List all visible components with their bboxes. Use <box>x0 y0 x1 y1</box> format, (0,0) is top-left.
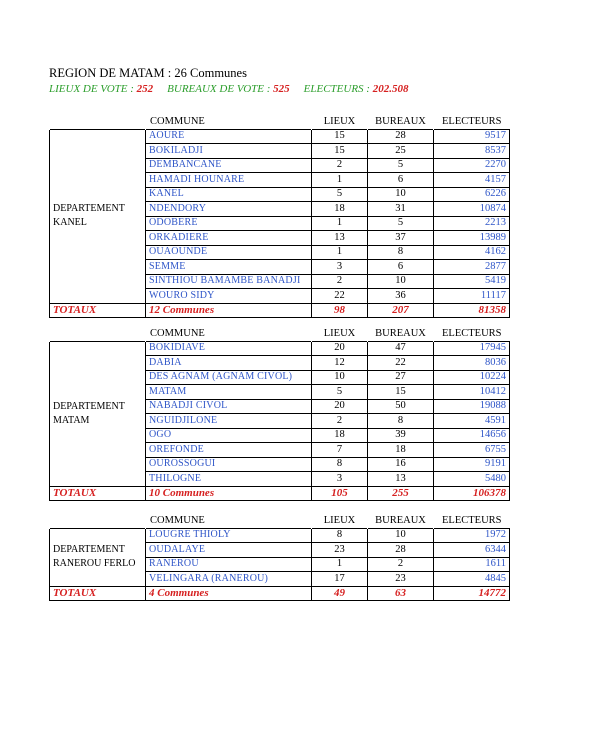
lieux-value: 8 <box>312 457 368 472</box>
region-summary <box>49 83 408 95</box>
lieux-value: 7 <box>312 443 368 458</box>
bureaux-value: 8 <box>368 414 434 429</box>
electeurs-value: 5480 <box>434 472 510 487</box>
table-row <box>50 528 510 543</box>
totals-bureaux: 255 <box>368 486 434 501</box>
commune-name: DEMBANCANE <box>146 158 312 173</box>
department-name <box>50 528 146 586</box>
electeurs-value: 4162 <box>434 245 510 260</box>
totals-communes: 4 Communes <box>146 586 312 601</box>
bureaux-value: 27 <box>368 370 434 385</box>
commune-name: MATAM <box>146 385 312 400</box>
table-header-row <box>50 327 510 341</box>
bureaux-value: 10 <box>368 274 434 289</box>
lieux-value: 20 <box>312 399 368 414</box>
commune-name: VELINGARA (RANEROU) <box>146 572 312 587</box>
page-title: REGION DE MATAM : 26 Communes <box>49 66 247 80</box>
column-header-bureaux: BUREAUX <box>375 327 426 339</box>
bureaux-value: 6 <box>368 173 434 188</box>
commune-name: SINTHIOU BAMAMBE BANADJI <box>146 274 312 289</box>
lieux-value: 3 <box>312 260 368 275</box>
column-header-commune: COMMUNE <box>150 514 205 526</box>
electeurs-value: 13989 <box>434 231 510 246</box>
lieux-value: 18 <box>312 202 368 217</box>
bureaux-value: 28 <box>368 129 434 144</box>
totals-electeurs: 106378 <box>434 486 510 501</box>
bureaux-value: 525 <box>273 83 290 95</box>
electeurs-value: 4591 <box>434 414 510 429</box>
commune-name: NABADJI CIVOL <box>146 399 312 414</box>
bureaux-value: 36 <box>368 289 434 304</box>
column-header-bureaux: BUREAUX <box>375 514 426 526</box>
department-name-line2: RANEROU FERLO <box>53 558 136 569</box>
bureaux-value: 6 <box>368 260 434 275</box>
bureaux-value: 5 <box>368 158 434 173</box>
commune-name: OUDALAYE <box>146 543 312 558</box>
commune-name: OGO <box>146 428 312 443</box>
bureaux-value: 16 <box>368 457 434 472</box>
bureaux-value: 37 <box>368 231 434 246</box>
commune-name: RANEROU <box>146 557 312 572</box>
electeurs-value: 1972 <box>434 528 510 543</box>
totals-label: TOTAUX <box>50 303 146 318</box>
commune-name: BOKIDIAVE <box>146 341 312 356</box>
lieux-value: 13 <box>312 231 368 246</box>
commune-name: BOKILADJI <box>146 144 312 159</box>
lieux-value: 17 <box>312 572 368 587</box>
bureaux-value: 47 <box>368 341 434 356</box>
lieux-value: 8 <box>312 528 368 543</box>
bureaux-value: 13 <box>368 472 434 487</box>
totals-lieux: 105 <box>312 486 368 501</box>
column-header-lieux: LIEUX <box>323 115 356 127</box>
totals-communes: 10 Communes <box>146 486 312 501</box>
electeurs-value: 9517 <box>434 129 510 144</box>
header-spacer <box>50 115 146 129</box>
table-row <box>50 341 510 356</box>
department-name-line2: MATAM <box>53 414 90 426</box>
department-table <box>49 514 510 601</box>
commune-name: WOURO SIDY <box>146 289 312 304</box>
totals-row <box>50 303 510 318</box>
electeurs-value: 10874 <box>434 202 510 217</box>
bureaux-value: 8 <box>368 245 434 260</box>
commune-name: HAMADI HOUNARE <box>146 173 312 188</box>
department-name-line2: KANEL <box>53 217 87 228</box>
electeurs-value: 2213 <box>434 216 510 231</box>
electeurs-value: 2270 <box>434 158 510 173</box>
totals-row <box>50 586 510 601</box>
commune-name: OUAOUNDE <box>146 245 312 260</box>
commune-name: SEMME <box>146 260 312 275</box>
column-header-commune: COMMUNE <box>150 115 205 127</box>
electeurs-value: 6226 <box>434 187 510 202</box>
column-header-electeurs: ELECTEURS <box>442 327 502 339</box>
bureaux-value: 15 <box>368 385 434 400</box>
lieux-value: 2 <box>312 414 368 429</box>
totals-label: TOTAUX <box>50 486 146 501</box>
electeurs-value: 1611 <box>434 557 510 572</box>
electeurs-value: 2877 <box>434 260 510 275</box>
department-name <box>50 129 146 303</box>
commune-name: DES AGNAM (AGNAM CIVOL) <box>146 370 312 385</box>
commune-name: NGUIDJILONE <box>146 414 312 429</box>
totals-bureaux: 63 <box>368 586 434 601</box>
lieux-value: 2 <box>312 274 368 289</box>
lieux-value: 252 <box>136 83 154 95</box>
table-header-row <box>50 514 510 528</box>
lieux-value: 10 <box>312 370 368 385</box>
electeurs-value: 14656 <box>434 428 510 443</box>
totals-electeurs: 14772 <box>434 586 510 601</box>
lieux-value: 1 <box>312 173 368 188</box>
commune-name: THILOGNE <box>146 472 312 487</box>
lieux-value: 22 <box>312 289 368 304</box>
column-header-lieux: LIEUX <box>323 327 356 339</box>
bureaux-value: 31 <box>368 202 434 217</box>
lieux-value: 3 <box>312 472 368 487</box>
totals-lieux: 98 <box>312 303 368 318</box>
electeurs-value: 8537 <box>434 144 510 159</box>
commune-name: AOURE <box>146 129 312 144</box>
lieux-value: 5 <box>312 187 368 202</box>
electeurs-value: 4157 <box>434 173 510 188</box>
electeurs-label: ELECTEURS : <box>303 83 373 95</box>
column-header-electeurs: ELECTEURS <box>442 115 502 127</box>
electeurs-value: 17945 <box>434 341 510 356</box>
commune-name: LOUGRE THIOLY <box>146 528 312 543</box>
lieux-value: 1 <box>312 216 368 231</box>
commune-name: KANEL <box>146 187 312 202</box>
commune-name: ORKADIERE <box>146 231 312 246</box>
commune-name: OUROSSOGUI <box>146 457 312 472</box>
department-name-line1: DEPARTEMENT <box>53 203 125 214</box>
lieux-value: 2 <box>312 158 368 173</box>
totals-label: TOTAUX <box>50 586 146 601</box>
header-spacer <box>50 327 146 341</box>
electeurs-value: 10412 <box>434 385 510 400</box>
electeurs-value: 5419 <box>434 274 510 289</box>
lieux-value: 18 <box>312 428 368 443</box>
bureaux-value: 5 <box>368 216 434 231</box>
bureaux-value: 10 <box>368 528 434 543</box>
bureaux-value: 39 <box>368 428 434 443</box>
electeurs-value: 6755 <box>434 443 510 458</box>
bureaux-value: 2 <box>368 557 434 572</box>
electeurs-value: 4845 <box>434 572 510 587</box>
bureaux-value: 10 <box>368 187 434 202</box>
bureaux-value: 18 <box>368 443 434 458</box>
column-header-lieux: LIEUX <box>323 514 356 526</box>
totals-electeurs: 81358 <box>434 303 510 318</box>
commune-name: DABIA <box>146 356 312 371</box>
lieux-value: 15 <box>312 144 368 159</box>
lieux-label: LIEUX DE VOTE : <box>49 83 137 95</box>
bureaux-value: 28 <box>368 543 434 558</box>
commune-name: ODOBERE <box>146 216 312 231</box>
electeurs-value: 8036 <box>434 356 510 371</box>
electeurs-value: 6344 <box>434 543 510 558</box>
lieux-value: 23 <box>312 543 368 558</box>
totals-communes: 12 Communes <box>146 303 312 318</box>
table-row <box>50 129 510 144</box>
bureaux-label: BUREAUX DE VOTE : <box>167 83 274 95</box>
commune-name: NDENDORY <box>146 202 312 217</box>
department-name <box>50 341 146 486</box>
totals-lieux: 49 <box>312 586 368 601</box>
lieux-value: 12 <box>312 356 368 371</box>
electeurs-value: 202.508 <box>372 83 409 95</box>
bureaux-value: 22 <box>368 356 434 371</box>
column-header-electeurs: ELECTEURS <box>442 514 502 526</box>
department-name-line1: DEPARTEMENT <box>53 544 125 555</box>
lieux-value: 5 <box>312 385 368 400</box>
table-header-row <box>50 115 510 129</box>
lieux-value: 20 <box>312 341 368 356</box>
bureaux-value: 25 <box>368 144 434 159</box>
lieux-value: 1 <box>312 245 368 260</box>
department-name-line1: DEPARTEMENT <box>53 400 125 412</box>
column-header-commune: COMMUNE <box>150 327 205 339</box>
electeurs-value: 9191 <box>434 457 510 472</box>
header-spacer <box>50 514 146 528</box>
department-table <box>49 115 510 318</box>
bureaux-value: 50 <box>368 399 434 414</box>
lieux-value: 1 <box>312 557 368 572</box>
electeurs-value: 11117 <box>434 289 510 304</box>
bureaux-value: 23 <box>368 572 434 587</box>
electeurs-value: 19088 <box>434 399 510 414</box>
electeurs-value: 10224 <box>434 370 510 385</box>
commune-name: OREFONDE <box>146 443 312 458</box>
lieux-value: 15 <box>312 129 368 144</box>
department-table <box>49 327 510 501</box>
totals-bureaux: 207 <box>368 303 434 318</box>
totals-row <box>50 486 510 501</box>
column-header-bureaux: BUREAUX <box>375 115 426 127</box>
